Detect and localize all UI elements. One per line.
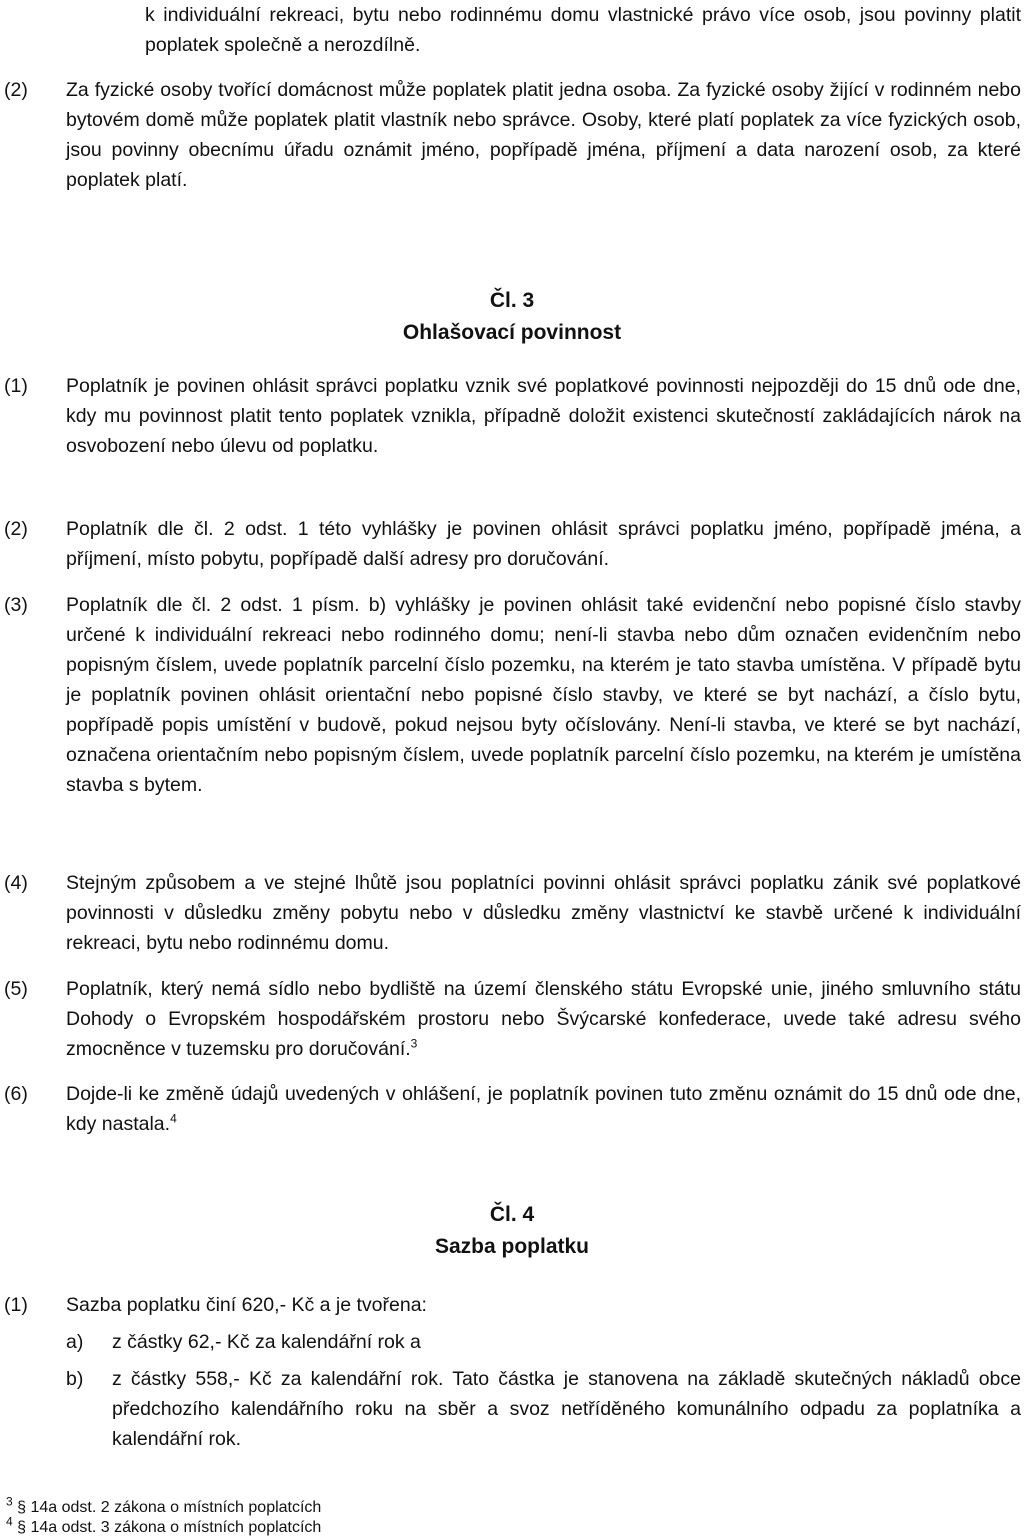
paragraph-text-with-footnote	[66, 974, 1021, 1064]
footnote-reference: 3	[410, 1036, 418, 1051]
footnote-3	[6, 1494, 322, 1518]
paragraph-number: (1)	[4, 1294, 28, 1316]
paragraph-text-with-footnote	[66, 1079, 1021, 1139]
article-number: Čl. 4	[489, 1203, 535, 1226]
article-4-heading	[0, 1200, 1024, 1262]
item-text: z částky 62,- Kč za kalendářní rok a	[112, 1331, 421, 1353]
paragraph-text: Dojde-li ke změně údajů uvedených v ohlášení, je poplatník povinen tuto změnu oznámit do 15 dnů ode dne, kdy nastala.	[66, 1083, 1021, 1135]
article-title: Ohlašovací povinnost	[402, 321, 622, 344]
paragraph-number: (5)	[4, 978, 28, 1000]
footnote-mark: 3	[6, 1494, 13, 1509]
footnote-text: § 14a odst. 2 zákona o místních poplatcích	[17, 1499, 322, 1516]
continuation-text: k individuální rekreaci, bytu nebo rodinnému domu vlastnické právo více osob, jsou povinny platit poplatek společně a nerozdílně.	[145, 4, 1021, 56]
paragraph-text: Poplatník, který nemá sídlo nebo bydliště na území členského státu Evropské unie, jiného smluvního státu Dohody o Evropském hospodářském prostoru nebo Švýcarské konfederace, uvede také adresu svého zmocněnce v tuzemsku pro doručování.	[66, 978, 1021, 1060]
paragraph-number: (3)	[4, 594, 28, 616]
paragraph-text: Poplatník dle čl. 2 odst. 1 této vyhlášky je povinen ohlásit správci poplatku jméno, popřípadě jména, a příjmení, místo pobytu, popřípadě další adresy pro doručování.	[66, 518, 1021, 570]
paragraph-number: (1)	[4, 375, 28, 397]
paragraph-number: (2)	[4, 79, 28, 101]
paragraph-text: Sazba poplatku činí 620,- Kč a je tvořena:	[66, 1294, 427, 1316]
article-3-heading	[0, 286, 1024, 348]
paragraph-text: Za fyzické osoby tvořící domácnost může poplatek platit jedna osoba. Za fyzické osoby žijící v rodinném nebo bytovém domě může poplatek platit vlastník nebo správce. Osoby, které platí poplatek za více fyzických osob, jsou povinny obecnímu úřadu oznámit jméno, popřípadě jména, příjmení a data narození osob, za které poplatek platí.	[66, 79, 1021, 191]
paragraph-number: (6)	[4, 1083, 28, 1105]
paragraph-text: Stejným způsobem a ve stejné lhůtě jsou poplatníci povinni ohlásit správci poplatku zánik své poplatkové povinnosti v důsledku změny pobytu nebo v důsledku změny vlastnictví ke stavbě určené k individuální rekreaci, bytu nebo rodinnému domu.	[66, 872, 1021, 954]
item-text: z částky 558,- Kč za kalendářní rok. Tato částka je stanovena na základě skutečných nákladů obce předchozího kalendářního roku na sběr a svoz netříděného komunálního odpadu za poplatníka a kalendářní rok.	[112, 1368, 1021, 1450]
paragraph-number: (2)	[4, 518, 28, 540]
paragraph-number: (4)	[4, 872, 28, 894]
footnote-text: § 14a odst. 3 zákona o místních poplatcích	[17, 1519, 322, 1536]
footnote-mark: 4	[6, 1514, 13, 1529]
footnote-4	[6, 1514, 322, 1538]
footnote-reference: 4	[170, 1111, 177, 1126]
item-letter: b)	[66, 1368, 84, 1390]
article-number: Čl. 3	[489, 289, 535, 312]
article-title: Sazba poplatku	[434, 1235, 590, 1258]
paragraph-text: Poplatník dle čl. 2 odst. 1 písm. b) vyhlášky je povinen ohlásit také evidenční nebo popisné číslo stavby určené k individuální rekreaci nebo rodinného domu; není-li stavba nebo dům označen evidenčním nebo popisným číslem, uvede poplatník parcelní číslo pozemku, na kterém je tato stavba umístěna. V případě bytu je poplatník povinen ohlásit orientační nebo popisné číslo stavby, ve které se byt nachází, a číslo bytu, popřípadě popis umístění v budově, pokud nejsou byty očíslovány. Není-li stavba, ve které se byt nachází, označena orientačním nebo popisným číslem, uvede poplatník parcelní číslo pozemku, na kterém je umístěna stavba s bytem.	[66, 594, 1021, 796]
paragraph-text: Poplatník je povinen ohlásit správci poplatku vznik své poplatkové povinnosti nejpozději do 15 dnů ode dne, kdy mu povinnost platit tento poplatek vznikla, případně doložit existenci skutečností zakládajících nárok na osvobození nebo úlevu od poplatku.	[66, 375, 1021, 457]
item-letter: a)	[66, 1331, 84, 1353]
